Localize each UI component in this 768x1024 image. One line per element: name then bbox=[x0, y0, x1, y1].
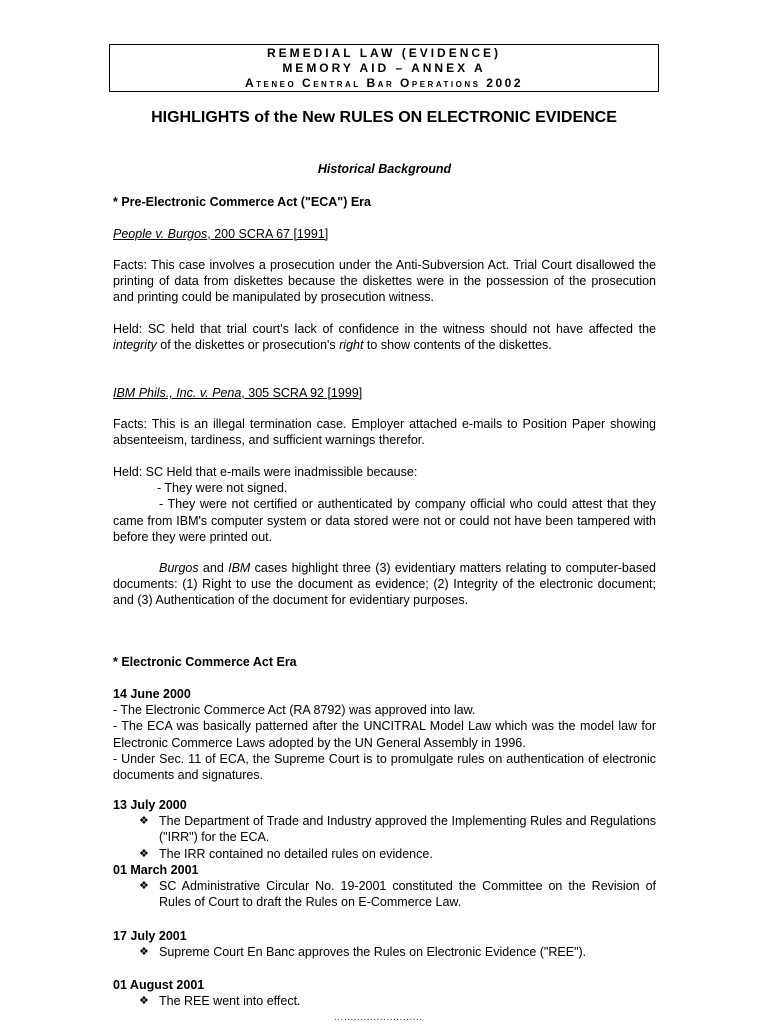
page-footer-dots: ........................... bbox=[334, 1012, 423, 1023]
timeline-date: 14 June 2000 bbox=[113, 687, 191, 701]
diamond-bullet-icon: ❖ bbox=[139, 995, 149, 1008]
list-item: ❖ The Department of Trade and Industry approved the Implementing Rules and Regulations ("IRR") for the ECA. bbox=[139, 814, 656, 845]
ibm-facts: Facts: This is an illegal termination case. Employer attached e-mails to Position Paper showing absenteeism, tardiness, and sufficient warnings therefor. bbox=[113, 417, 656, 448]
held-reason: - They were not certified or authenticated by company official who could attest that they came from IBM's computer system or data stored were not or could not have been tampered with before they were printed out. bbox=[113, 497, 656, 544]
timeline-date: 17 July 2001 bbox=[113, 929, 187, 943]
header-org: Ateneo Central Bar Operations 2002 bbox=[245, 76, 523, 90]
timeline-line: - Under Sec. 11 of ECA, the Supreme Court is to promulgate rules on authentication of electronic documents and signatures. bbox=[113, 751, 656, 783]
page-title: HIGHLIGHTS of the New RULES ON ELECTRONIC EVIDENCE bbox=[151, 109, 617, 126]
case-cite: , 305 SCRA 92 [1999] bbox=[241, 386, 363, 400]
ibm-held: Held: SC Held that e-mails were inadmissible because: - They were not signed. - They were not certified or authenticated by company official who could attest that they came from IBM's computer system or data stored were not or could not have been tampered with before they were printed out. bbox=[113, 465, 656, 544]
held-reason: - They were not signed. bbox=[157, 481, 288, 496]
burgos-held: Held: SC held that trial court's lack of confidence in the witness should not have affected the integrity of the diskettes or prosecution's right to show contents of the diskettes. bbox=[113, 322, 656, 353]
timeline-date: 01 March 2001 bbox=[113, 862, 199, 877]
heading-pre-eca: * Pre-Electronic Commerce Act ("ECA") Era bbox=[113, 195, 371, 209]
list-item: ❖ SC Administrative Circular No. 19-2001 constituted the Committee on the Revision of Rules of Court to draft the Rules on E-Commerce Law. bbox=[139, 879, 656, 910]
heading-eca-era: * Electronic Commerce Act Era bbox=[113, 655, 297, 669]
diamond-bullet-icon: ❖ bbox=[139, 946, 149, 959]
timeline-date: 01 August 2001 bbox=[113, 978, 205, 992]
header-box bbox=[109, 44, 659, 92]
case-citation-burgos bbox=[113, 226, 656, 242]
timeline-line: - The ECA was basically patterned after the UNCITRAL Model Law which was the model law for Electronic Commerce Laws adopted by the UN General Assembly in 1996. bbox=[113, 719, 656, 750]
case-name: IBM Phils., Inc. v. Pena bbox=[113, 386, 242, 400]
case-citation-ibm bbox=[113, 385, 656, 401]
timeline-date: 13 July 2000 bbox=[113, 798, 187, 812]
case-cite: , 200 SCRA 67 [1991] bbox=[207, 227, 329, 241]
timeline-entry bbox=[113, 686, 656, 783]
list-item: ❖ The IRR contained no detailed rules on evidence. bbox=[139, 846, 433, 861]
timeline-entry bbox=[113, 797, 656, 910]
cases-summary: Burgos and IBM cases highlight three (3) evidentiary matters relating to computer-based documents: (1) Right to use the document as evidence; (2) Integrity of the electronic document; and (3) Authentication of the document for evidentiary purposes. bbox=[113, 561, 656, 608]
header-annex: MEMORY AID – ANNEX A bbox=[282, 61, 486, 75]
timeline-line: - The Electronic Commerce Act (RA 8792) was approved into law. bbox=[113, 703, 476, 718]
header-subject: REMEDIAL LAW (EVIDENCE) bbox=[266, 46, 502, 60]
burgos-facts: Facts: This case involves a prosecution under the Anti-Subversion Act. Trial Court disallowed the printing of data from diskettes because the diskettes were in the possession of the prosecution and printing could be manipulated by prosecution witness. bbox=[113, 258, 656, 305]
timeline-entry bbox=[113, 977, 656, 1009]
diamond-bullet-icon: ❖ bbox=[139, 847, 149, 860]
diamond-bullet-icon: ❖ bbox=[139, 815, 149, 828]
section-historical: Historical Background bbox=[317, 162, 452, 176]
list-item: ❖ Supreme Court En Banc approves the Rules on Electronic Evidence ("REE"). bbox=[139, 945, 587, 960]
case-name: People v. Burgos bbox=[113, 227, 208, 241]
diamond-bullet-icon: ❖ bbox=[139, 880, 149, 893]
timeline-entry bbox=[113, 928, 656, 960]
list-item: ❖ The REE went into effect. bbox=[139, 994, 301, 1009]
